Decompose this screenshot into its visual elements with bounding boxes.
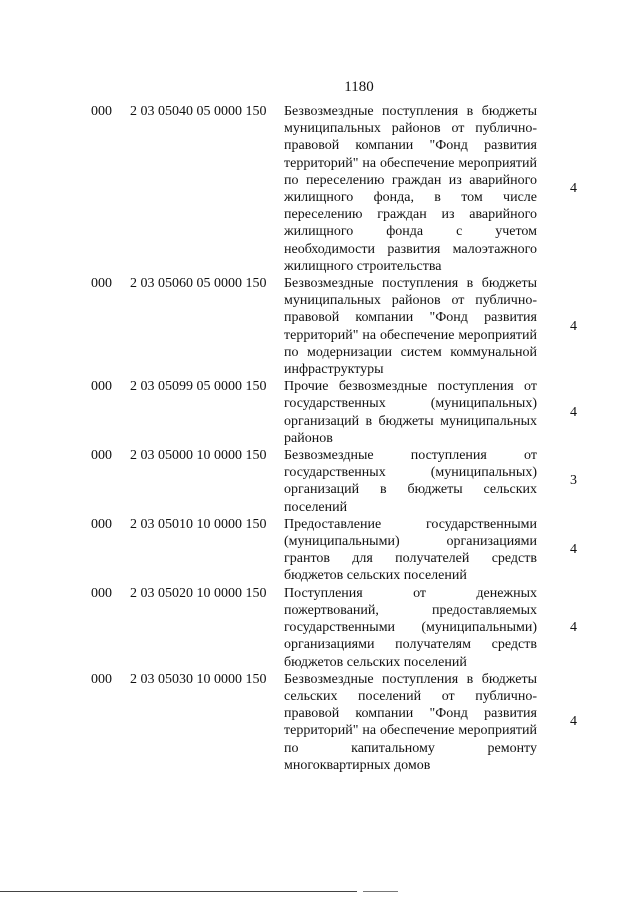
level-number: 4	[570, 318, 577, 334]
admin-code: 000	[91, 379, 112, 395]
budget-code: 2 03 05010 10 0000 150	[130, 516, 267, 532]
income-description: Поступления от денежных пожертвований, предоставляемых государственными (муниципальными) организациями получателям средств бюджетов сельских поселений	[284, 585, 537, 670]
admin-code: 000	[91, 448, 112, 464]
table-row	[0, 103, 640, 275]
budget-code: 2 03 05060 05 0000 150	[130, 276, 267, 292]
admin-code: 000	[91, 516, 112, 532]
table-row	[0, 378, 640, 447]
level-number: 4	[570, 542, 577, 558]
budget-code: 2 03 05099 05 0000 150	[130, 379, 267, 395]
admin-code: 000	[91, 585, 112, 601]
admin-code: 000	[91, 671, 112, 687]
level-number: 4	[570, 181, 577, 197]
level-number: 4	[570, 404, 577, 420]
table-row	[0, 447, 640, 516]
level-number: 4	[570, 714, 577, 730]
table-row	[0, 671, 640, 774]
income-description: Прочие безвозмездные поступления от государственных (муниципальных) организаций в бюджеты муниципальных районов	[284, 379, 537, 446]
table-row	[0, 516, 640, 585]
income-description: Безвозмездные поступления в бюджеты муниципальных районов от публично-правовой компании "Фонд развития территорий" на обеспечение мероприятий по модернизации систем коммунальной инфраструктуры	[284, 276, 537, 378]
income-description: Безвозмездные поступления в бюджеты сельских поселений от публично-правовой компании "Фонд развития территорий" на обеспечение мероприятий по капитальному ремонту многоквартирных домов	[284, 671, 537, 773]
budget-code: 2 03 05000 10 0000 150	[130, 448, 267, 464]
budget-code: 2 03 05040 05 0000 150	[130, 104, 267, 119]
budget-code: 2 03 05020 10 0000 150	[130, 585, 267, 601]
page-number: 1180	[344, 79, 374, 95]
admin-code: 000	[91, 276, 112, 292]
budget-code: 2 03 05030 10 0000 150	[130, 671, 267, 687]
footer-divider	[0, 891, 357, 892]
income-description: Безвозмездные поступления от государственных (муниципальных) организаций в бюджеты сельских поселений	[284, 448, 537, 515]
table-row	[0, 275, 640, 378]
admin-code: 000	[91, 104, 112, 119]
income-description: Безвозмездные поступления в бюджеты муниципальных районов от публично-правовой компании "Фонд развития территорий" на обеспечение мероприятий по переселению граждан из аварийного жилищного фонда, в том числе переселению граждан из аварийного жилищного фонда с учетом необходимости развития малоэтажного жилищного строительства	[284, 104, 537, 274]
level-number: 4	[570, 619, 577, 635]
income-description: Предоставление государственными (муниципальными) организациями грантов для получателей средств бюджетов сельских поселений	[284, 516, 537, 584]
classification-table	[0, 103, 640, 774]
table-row	[0, 585, 640, 671]
footer-divider-short	[363, 891, 398, 892]
level-number: 3	[570, 473, 577, 489]
